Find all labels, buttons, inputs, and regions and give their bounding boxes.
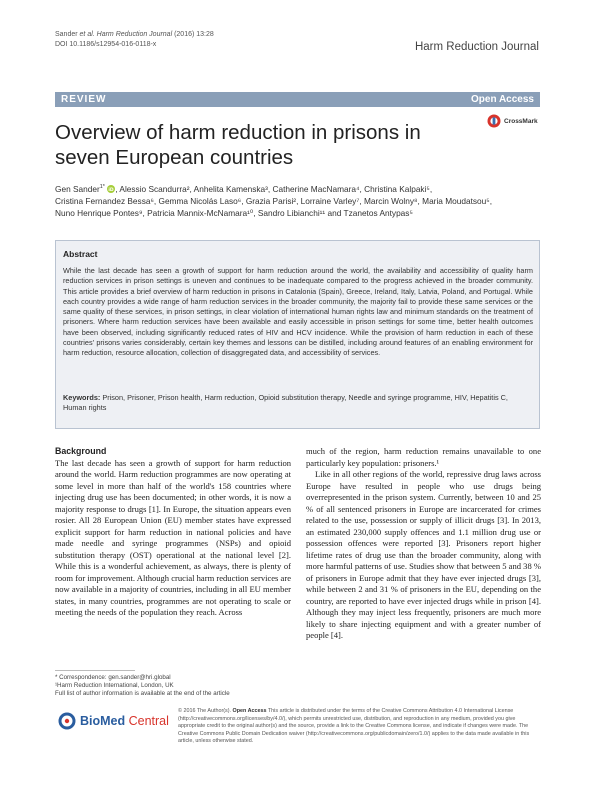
crossmark-icon [487, 114, 501, 128]
left-column [55, 446, 291, 619]
authors-line-1-rest: , Alessio Scandurra², Anhelita Kamenska³, Catherine MacNamara⁴, Christina Kalpaki⁵, [115, 183, 433, 194]
biomed-central-icon [58, 712, 76, 730]
abstract-text: While the last decade has seen a growth of support for harm reduction around the world, the availability and accessibility of quality harm reduction services in prison settings is uneven and continues to be inadequate compared to the progress achieved in the broader community. This article provides a brief overview of harm reduction in prisons in Catalonia (Spain), Greece, Ireland, Italy, Latvia, Poland, and Portugal. While each country provides a wide range of harm reduction services in the broader community, the majority fail to provide these same services or the same quality of these services, in prison settings, in clear violation of international human rights law and minimum standards on the treatment of prisoners. Where harm reduction services have been available and easily accessible in prison settings for some time, better health outcomes have been observed, including significantly reduced rates of HIV and HCV incidence. While the provision of harm reduction in each of these countries' prisons varies considerably, certain key themes and lessons can be distilled, including around features of an enabling environment for harm reduction, resource allocation, collection of disaggregated data, and accessibility of services. [63, 266, 533, 358]
author-info-note: Full list of author information is available at the end of the article [55, 690, 230, 697]
title-line-2: seven European countries [55, 146, 294, 169]
author-first-affiliation: 1* [99, 184, 105, 190]
license-body: This article is distributed under the terms of the Creative Commons Attribution 4.0 International License (http://creativecommons.org/licenses/by/4.0/), which permits unrestricted use, distribution, and reproduction in any medium, provided you give appropriate credit to the original author(s) and the source, provide a link to the Creative Commons license, and indicate if changes were made. The Creative Commons Public Domain Dedication waiver (http://creativecommons.org/publicdomain/zero/1.0/) applies to the data made available in this article, unless otherwise stated. [178, 708, 530, 745]
citation-volume: (2016) 13:28 [172, 31, 214, 38]
citation-journal: et al. Harm Reduction Journal [79, 31, 173, 38]
crossmark-badge[interactable] [487, 114, 538, 128]
right-paragraph-2: Like in all other regions of the world, repressive drug laws across Europe have resulted in people who use drugs being overrepresented in the prison system. Currently, between 10 and 25 % of all sentenced prisoners in Europe are incarcerated for crimes related to the use, possession or supply of illicit drugs [3]. In 2013, an estimated 230,000 supply offences and 1.1 million drug use or possession offences were reported [3]. Prisoners report higher lifetime rates of drug use than the broader community, along with more harmful patterns of use. Studies show that between 5 and 38 % of prisoners in Europe admit that they have ever injected drugs [3], while between 2 and 31 % of prisoners in the EU, depending on the country, are reported to have ever injected drugs while in prison [4]. Although they may inject less frequently, prisoners are much more likely to share injecting equipment and with a greater number of people [4]. [306, 469, 541, 640]
svg-text:iD: iD [108, 187, 114, 193]
keywords-list: Prison, Prisoner, Prison health, Harm reduction, Opioid substitution therapy, Needle and syringe programme, HIV, Hepatitis C, Human rights [63, 393, 508, 413]
right-paragraph-1: much of the region, harm reduction remains unavailable to one particularly key population: prisoners.¹ [306, 446, 541, 468]
article-type-banner [55, 92, 540, 107]
section-label: REVIEW [61, 94, 107, 105]
title-line-1: Overview of harm reduction in prisons in [55, 121, 421, 144]
footnote-divider [55, 670, 135, 671]
doi[interactable]: DOI 10.1186/s12954-016-0118-x [55, 41, 157, 48]
authors-line-1 [55, 181, 545, 195]
citation-line [55, 30, 214, 39]
publisher-name-part-1: BioMed [80, 714, 126, 728]
publisher-name-part-2: Central [125, 714, 169, 728]
keywords [63, 393, 533, 414]
background-heading: Background [55, 446, 107, 456]
abstract-box [55, 240, 540, 429]
affiliation-note: ¹Harm Reduction International, London, UK [55, 682, 174, 689]
publisher-name [80, 714, 169, 728]
right-column [306, 446, 541, 642]
background-paragraph: The last decade has seen a growth of support for harm reduction around the world. Harm reduction programmes are now operating at some level in more than half of the world's 158 countries where injecting drug use has been documented; in other words, it is now a majority response to drugs [1]. In Europe, the situation appears even rosier. All 28 European Union (EU) member states have expressed explicit support for harm reduction in national policies and have made needle and syringe programmes (NSPs) and opioid substitution therapy (OST) operational at the national level [2]. While this is a wonderful achievement, as always, there is plenty of room for improvement. Although crucial harm reduction services are now available in a majority of countries, including in all EU member states, in many countries, programmes are not operating to scale or meeting the needs of the population they reach. Across [55, 457, 291, 617]
authors-line-3: Nuno Henrique Pontes⁹, Patricia Mannix-McNamara¹⁰, Sandro Libianchi¹¹ and Tzanetos Antypas⁵ [55, 207, 413, 218]
abstract-heading: Abstract [63, 249, 98, 259]
crossmark-label: CrossMark [504, 117, 538, 125]
biomed-central-logo [58, 712, 169, 730]
correspondence-email[interactable]: * Correspondence: gen.sander@hri.global [55, 674, 171, 681]
license-text [178, 708, 543, 746]
copyright: © 2016 The Author(s). [178, 708, 233, 714]
authors-line-2: Cristina Fernandez Bessa⁶, Gemma Nicolás Laso⁶, Grazia Parisi², Lorraine Varley⁷, Marcin Wolny⁸, Maria Moudatsou⁵, [55, 195, 493, 206]
article-title [55, 120, 505, 170]
journal-name: Harm Reduction Journal [414, 41, 539, 53]
citation-author: Sander [55, 31, 80, 38]
author-first[interactable]: Gen Sander [55, 183, 100, 194]
keywords-label: Keywords: [63, 393, 101, 402]
license-open-access: Open Access [232, 708, 267, 714]
author-list [55, 181, 545, 219]
open-access-label: Open Access [471, 94, 534, 105]
footnotes [55, 674, 295, 698]
